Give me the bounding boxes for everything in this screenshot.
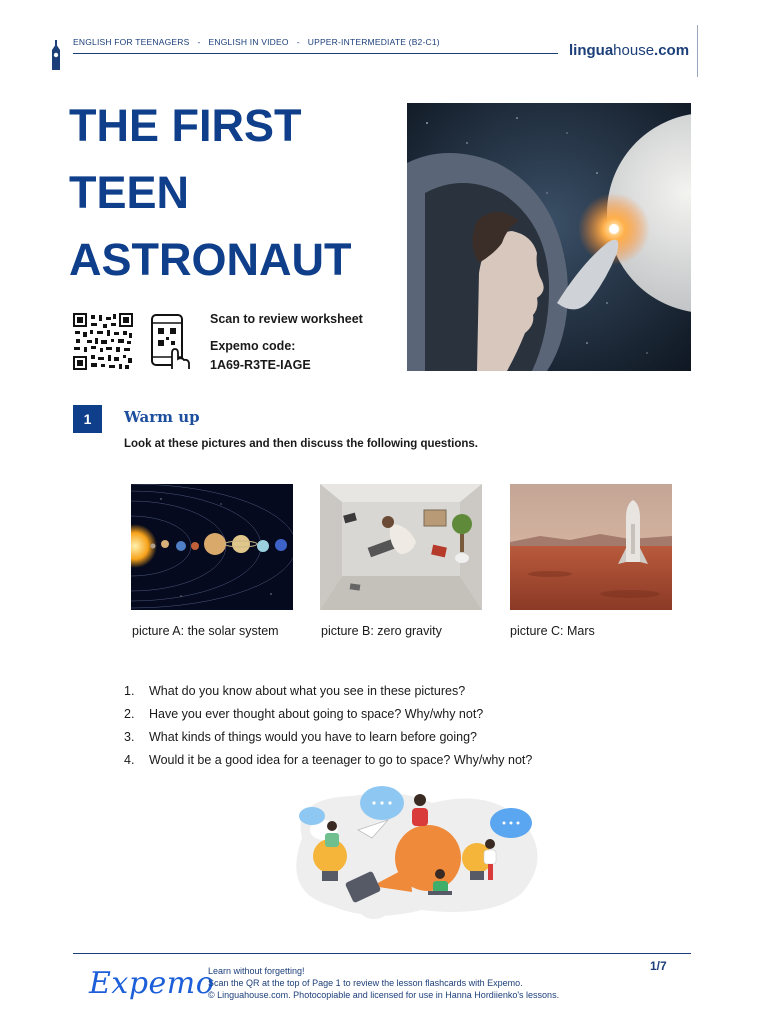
header-divider: [73, 53, 558, 54]
section-number: 1: [73, 405, 102, 433]
title-line: ASTRONAUT: [69, 234, 352, 285]
section-title: Warm up: [124, 408, 200, 426]
picture-caption: picture B: zero gravity: [321, 624, 442, 638]
question-text: Have you ever thought about going to space? Why/why not?: [149, 707, 484, 721]
question-number: 3.: [124, 730, 135, 744]
breadcrumb-item[interactable]: UPPER-INTERMEDIATE (B2-C1): [307, 37, 440, 47]
list-item: [124, 684, 532, 707]
question-text: What do you know about what you see in these pictures?: [149, 684, 466, 698]
linguahouse-logo[interactable]: [569, 42, 689, 59]
question-number: 2.: [124, 707, 135, 721]
question-text: Would it be a good idea for a teenager to go to space? Why/why not?: [149, 753, 533, 767]
question-text: What kinds of things would you have to learn before going?: [149, 730, 477, 744]
brand-name-bold: lingua: [569, 42, 614, 59]
question-number: 4.: [124, 753, 135, 767]
big-ben-icon: [49, 40, 63, 70]
footer-text: [208, 965, 559, 1001]
footer-copyright: © Linguahouse.com. Photocopiable and licensed for use in Hanna Hordiienko's lessons.: [208, 990, 560, 1000]
list-item: [124, 753, 532, 776]
section-instructions: Look at these pictures and then discuss the following questions.: [124, 438, 478, 450]
question-number: 1.: [124, 684, 135, 698]
brand-name-suffix: .com: [654, 42, 690, 59]
breadcrumb-separator: -: [296, 37, 300, 47]
scan-label: Scan to review worksheet: [210, 312, 363, 326]
footer-tagline: Learn without forgetting!: [208, 966, 305, 976]
zero-gravity-image: [320, 484, 482, 610]
breadcrumb-item[interactable]: ENGLISH FOR TEENAGERS: [73, 37, 190, 47]
title-line: TEEN: [69, 167, 190, 218]
brand-name-thin: house: [613, 42, 655, 59]
expemo-code: 1A69-R3TE-IAGE: [210, 358, 311, 372]
footer-instruction: Scan the QR at the top of Page 1 to review the lesson flashcards with Expemo.: [208, 978, 523, 988]
list-item: [124, 730, 532, 753]
solar-system-image: [131, 484, 293, 610]
breadcrumb-item[interactable]: ENGLISH IN VIDEO: [208, 37, 289, 47]
page-title: [69, 92, 389, 293]
mars-rocket-image: [510, 484, 672, 610]
picture-caption: picture C: Mars: [510, 624, 595, 638]
expemo-logo[interactable]: Expemo: [89, 966, 215, 1001]
footer-divider: [73, 953, 691, 954]
qr-code[interactable]: [73, 313, 133, 370]
title-line: THE FIRST: [69, 100, 302, 151]
discussion-illustration: [262, 778, 554, 923]
picture-caption: picture A: the solar system: [132, 624, 279, 638]
expemo-code-label: Expemo code:: [210, 339, 296, 353]
phone-scan-icon: [150, 313, 192, 371]
breadcrumb-separator: -: [197, 37, 201, 47]
page-number: 1/7: [650, 959, 667, 973]
astronaut-hero-image: [407, 103, 691, 371]
breadcrumb: [73, 37, 440, 47]
list-item: [124, 707, 532, 730]
question-list: [124, 684, 532, 776]
header-vertical-divider: [697, 25, 698, 77]
